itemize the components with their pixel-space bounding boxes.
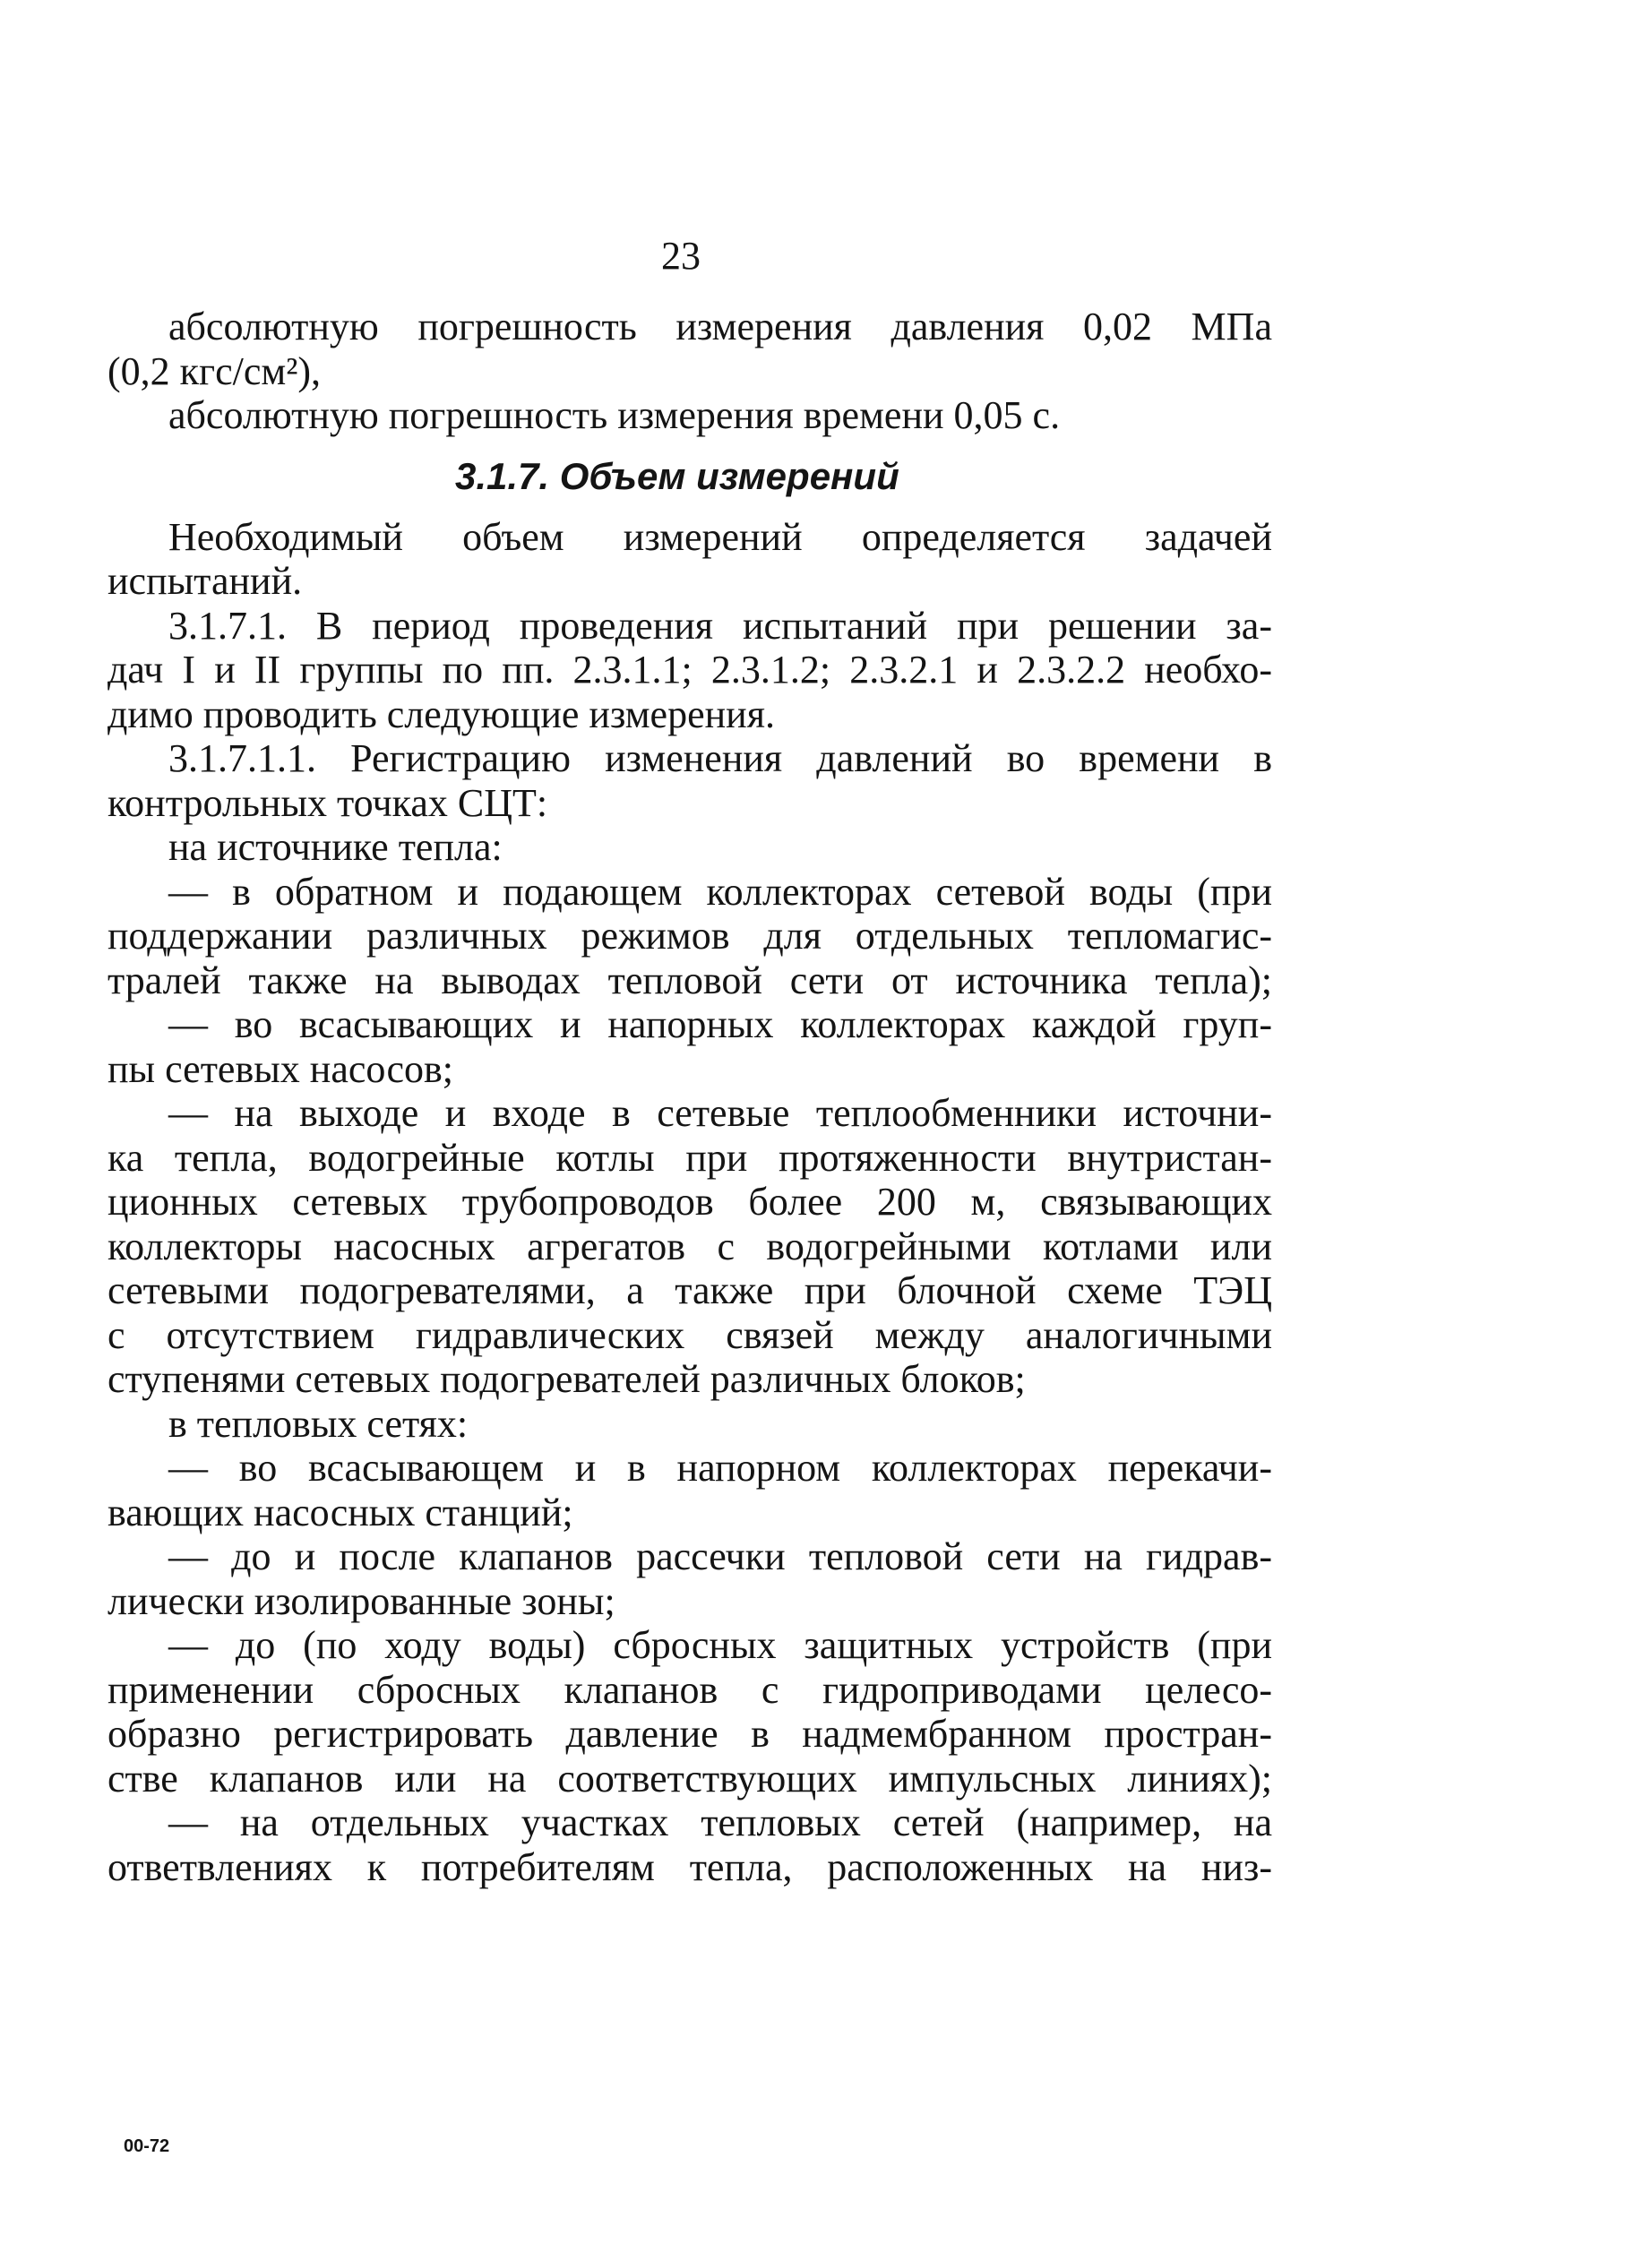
text-line: коллекторы насосных агрегатов с водогрейными котлами или [108,1224,1272,1268]
text-line: абсолютную погрешность измерения давления 0,02 МПа [168,305,1272,348]
text-line: испытаний. [108,559,303,603]
page-number: 23 [661,234,701,278]
text-line: — на выходе и входе в сетевые теплообменники источни- [168,1091,1272,1135]
text-line: 3.1.7.1. В период проведения испытаний при решении за- [168,603,1272,648]
text-line: 3.1.7.1.1. Регистрацию изменения давлений во времени в [168,736,1272,780]
text-line: применении сбросных клапанов с гидроприводами целесо- [108,1667,1272,1712]
footer-code: 00-72 [124,2136,170,2156]
text-line: ка тепла, водогрейные котлы при протяженности внутристан- [108,1135,1272,1180]
text-line: образно регистрировать давление в надмембранном простран- [108,1712,1272,1756]
document-body [108,305,1272,1889]
text-line: димо проводить следующие измерения. [108,692,775,736]
text-line: дач I и II группы по пп. 2.3.1.1; 2.3.1.2; 2.3.2.1 и 2.3.2.2 необхо- [108,648,1272,692]
text-line: — до и после клапанов рассечки тепловой сети на гидрав- [168,1534,1272,1578]
text-line: стве клапанов или на соответствующих импульсных линиях); [108,1756,1272,1800]
text-line: — на отдельных участках тепловых сетей (например, на [168,1800,1272,1844]
text-line: — до (по ходу воды) сбросных защитных устройств (при [168,1623,1272,1667]
text-line: с отсутствием гидравлических связей между аналогичными [108,1312,1272,1357]
text-line: пы сетевых насосов; [108,1046,454,1091]
text-line: контрольных точках СЦТ: [108,780,548,825]
text-line: лически изолированные зоны; [108,1578,615,1623]
text-line: Необходимый объем измерений определяется задачей [168,514,1272,559]
text-line: на источнике тепла: [168,825,503,869]
text-line: тралей также на выводах тепловой сети от источника тепла); [108,958,1272,1002]
text-line: ответвлениях к потребителям тепла, расположенных на низ- [108,1844,1272,1889]
text-line: абсолютную погрешность измерения времени 0,05 с. [168,393,1061,437]
text-line: — во всасывающих и напорных коллекторах каждой груп- [168,1002,1272,1046]
text-line: — во всасывающем и в напорном коллекторах перекачи- [168,1446,1272,1490]
text-line: — в обратном и подающем коллекторах сетевой воды (при [168,869,1272,914]
text-line: вающих насосных станций; [108,1490,573,1534]
text-line: (0,2 кгс/см²), [108,348,322,393]
text-line: ступенями сетевых подогревателей различных блоков; [108,1357,1026,1401]
text-line: в тепловых сетях: [168,1401,469,1446]
text-line: поддержании различных режимов для отдельных тепломагис- [108,914,1272,958]
text-line: ционных сетевых трубопроводов более 200 м, связывающих [108,1180,1272,1224]
section-heading: 3.1.7. Объем измерений [455,454,899,497]
text-line: сетевыми подогревателями, а также при блочной схеме ТЭЦ [108,1268,1272,1312]
